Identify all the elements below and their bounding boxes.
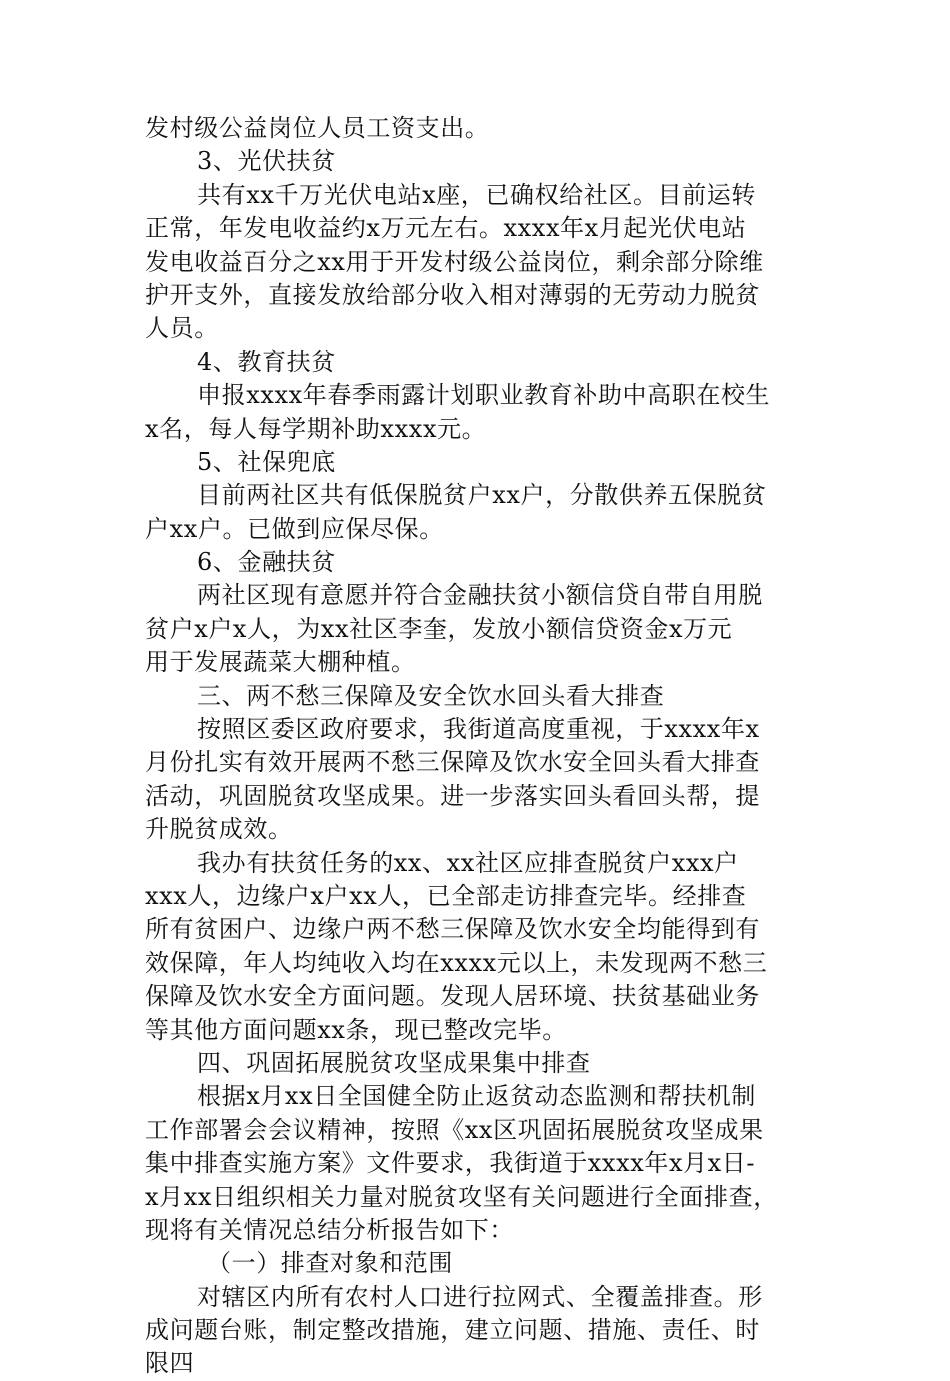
text-line: 效保障，年人均纯收入均在xxxx元以上，未发现两不愁三 xyxy=(145,948,768,977)
text-line: xxx人，边缘户x户xx人，已全部走访排查完毕。经排查 xyxy=(145,881,747,910)
text-line: x月xx日组织相关力量对脱贫攻坚有关问题进行全面排查， xyxy=(145,1182,778,1211)
text-line: 发村级公益岗位人员工资支出。 xyxy=(145,114,490,142)
text-line: x名，每人每学期补助xxxx元。 xyxy=(145,414,487,443)
text-line: 限四 xyxy=(145,1349,195,1378)
text-line: 升脱贫成效。 xyxy=(145,815,293,844)
subsection-heading: （一）排查对象和范围 xyxy=(207,1249,453,1278)
text-line: 成问题台账，制定整改措施，建立问题、措施、责任、时 xyxy=(145,1316,760,1345)
text-line: 户xx户。已做到应保尽保。 xyxy=(145,514,444,543)
text-line: 护开支外，直接发放给部分收入相对薄弱的无劳动力脱贫 xyxy=(145,280,760,309)
text-line: 工作部署会会议精神，按照《xx区巩固拓展脱贫攻坚成果 xyxy=(145,1115,764,1144)
section-heading: 三、两不愁三保障及安全饮水回头看大排查 xyxy=(197,681,665,710)
section-heading: 3、光伏扶贫 xyxy=(197,147,336,176)
text-line: 正常，年发电收益约x万元左右。xxxx年x月起光伏电站 xyxy=(145,214,747,243)
paragraph-line: 对辖区内所有农村人口进行拉网式、全覆盖排查。形 xyxy=(197,1282,763,1311)
paragraph-line: 根据x月xx日全国健全防止返贫动态监测和帮扶机制 xyxy=(197,1082,757,1111)
section-heading: 5、社保兜底 xyxy=(197,447,336,476)
text-line: 发电收益百分之xx用于开发村级公益岗位，剩余部分除维 xyxy=(145,247,764,276)
text-line: 现将有关情况总结分析报告如下： xyxy=(145,1215,514,1244)
paragraph-line: 两社区现有意愿并符合金融扶贫小额信贷自带自用脱 xyxy=(197,581,763,610)
paragraph-line: 按照区委区政府要求，我街道高度重视，于xxxx年x xyxy=(197,715,760,744)
paragraph-line: 申报xxxx年春季雨露计划职业教育补助中高职在校生 xyxy=(197,381,771,410)
text-line: 活动，巩固脱贫攻坚成果。进一步落实回头看回头帮，提 xyxy=(145,781,760,810)
text-line: 等其他方面问题xx条，现已整改完毕。 xyxy=(145,1015,567,1044)
document-body xyxy=(145,112,805,1381)
text-line: 人员。 xyxy=(145,314,219,343)
section-heading: 四、巩固拓展脱贫攻坚成果集中排查 xyxy=(197,1048,591,1077)
text-line: 月份扎实有效开展两不愁三保障及饮水安全回头看大排查 xyxy=(145,748,760,777)
text-line: 贫户x户x人，为xx社区李奎，发放小额信贷资金x万元 xyxy=(145,614,733,643)
text-line: 保障及饮水安全方面问题。发现人居环境、扶贫基础业务 xyxy=(145,982,760,1011)
paragraph-line: 共有xx千万光伏电站x座，已确权给社区。目前运转 xyxy=(197,180,757,209)
paragraph-line: 目前两社区共有低保脱贫户xx户，分散供养五保脱贫 xyxy=(197,481,767,510)
text-line: 用于发展蔬菜大棚种植。 xyxy=(145,648,416,677)
section-heading: 6、金融扶贫 xyxy=(197,548,336,577)
paragraph-line: 我办有扶贫任务的xx、xx社区应排查脱贫户xxx户 xyxy=(197,848,739,877)
text-line: 集中排查实施方案》文件要求，我街道于xxxx年x月x日- xyxy=(145,1149,756,1178)
section-heading: 4、教育扶贫 xyxy=(197,347,336,376)
text-line: 所有贫困户、边缘户两不愁三保障及饮水安全均能得到有 xyxy=(145,915,760,944)
